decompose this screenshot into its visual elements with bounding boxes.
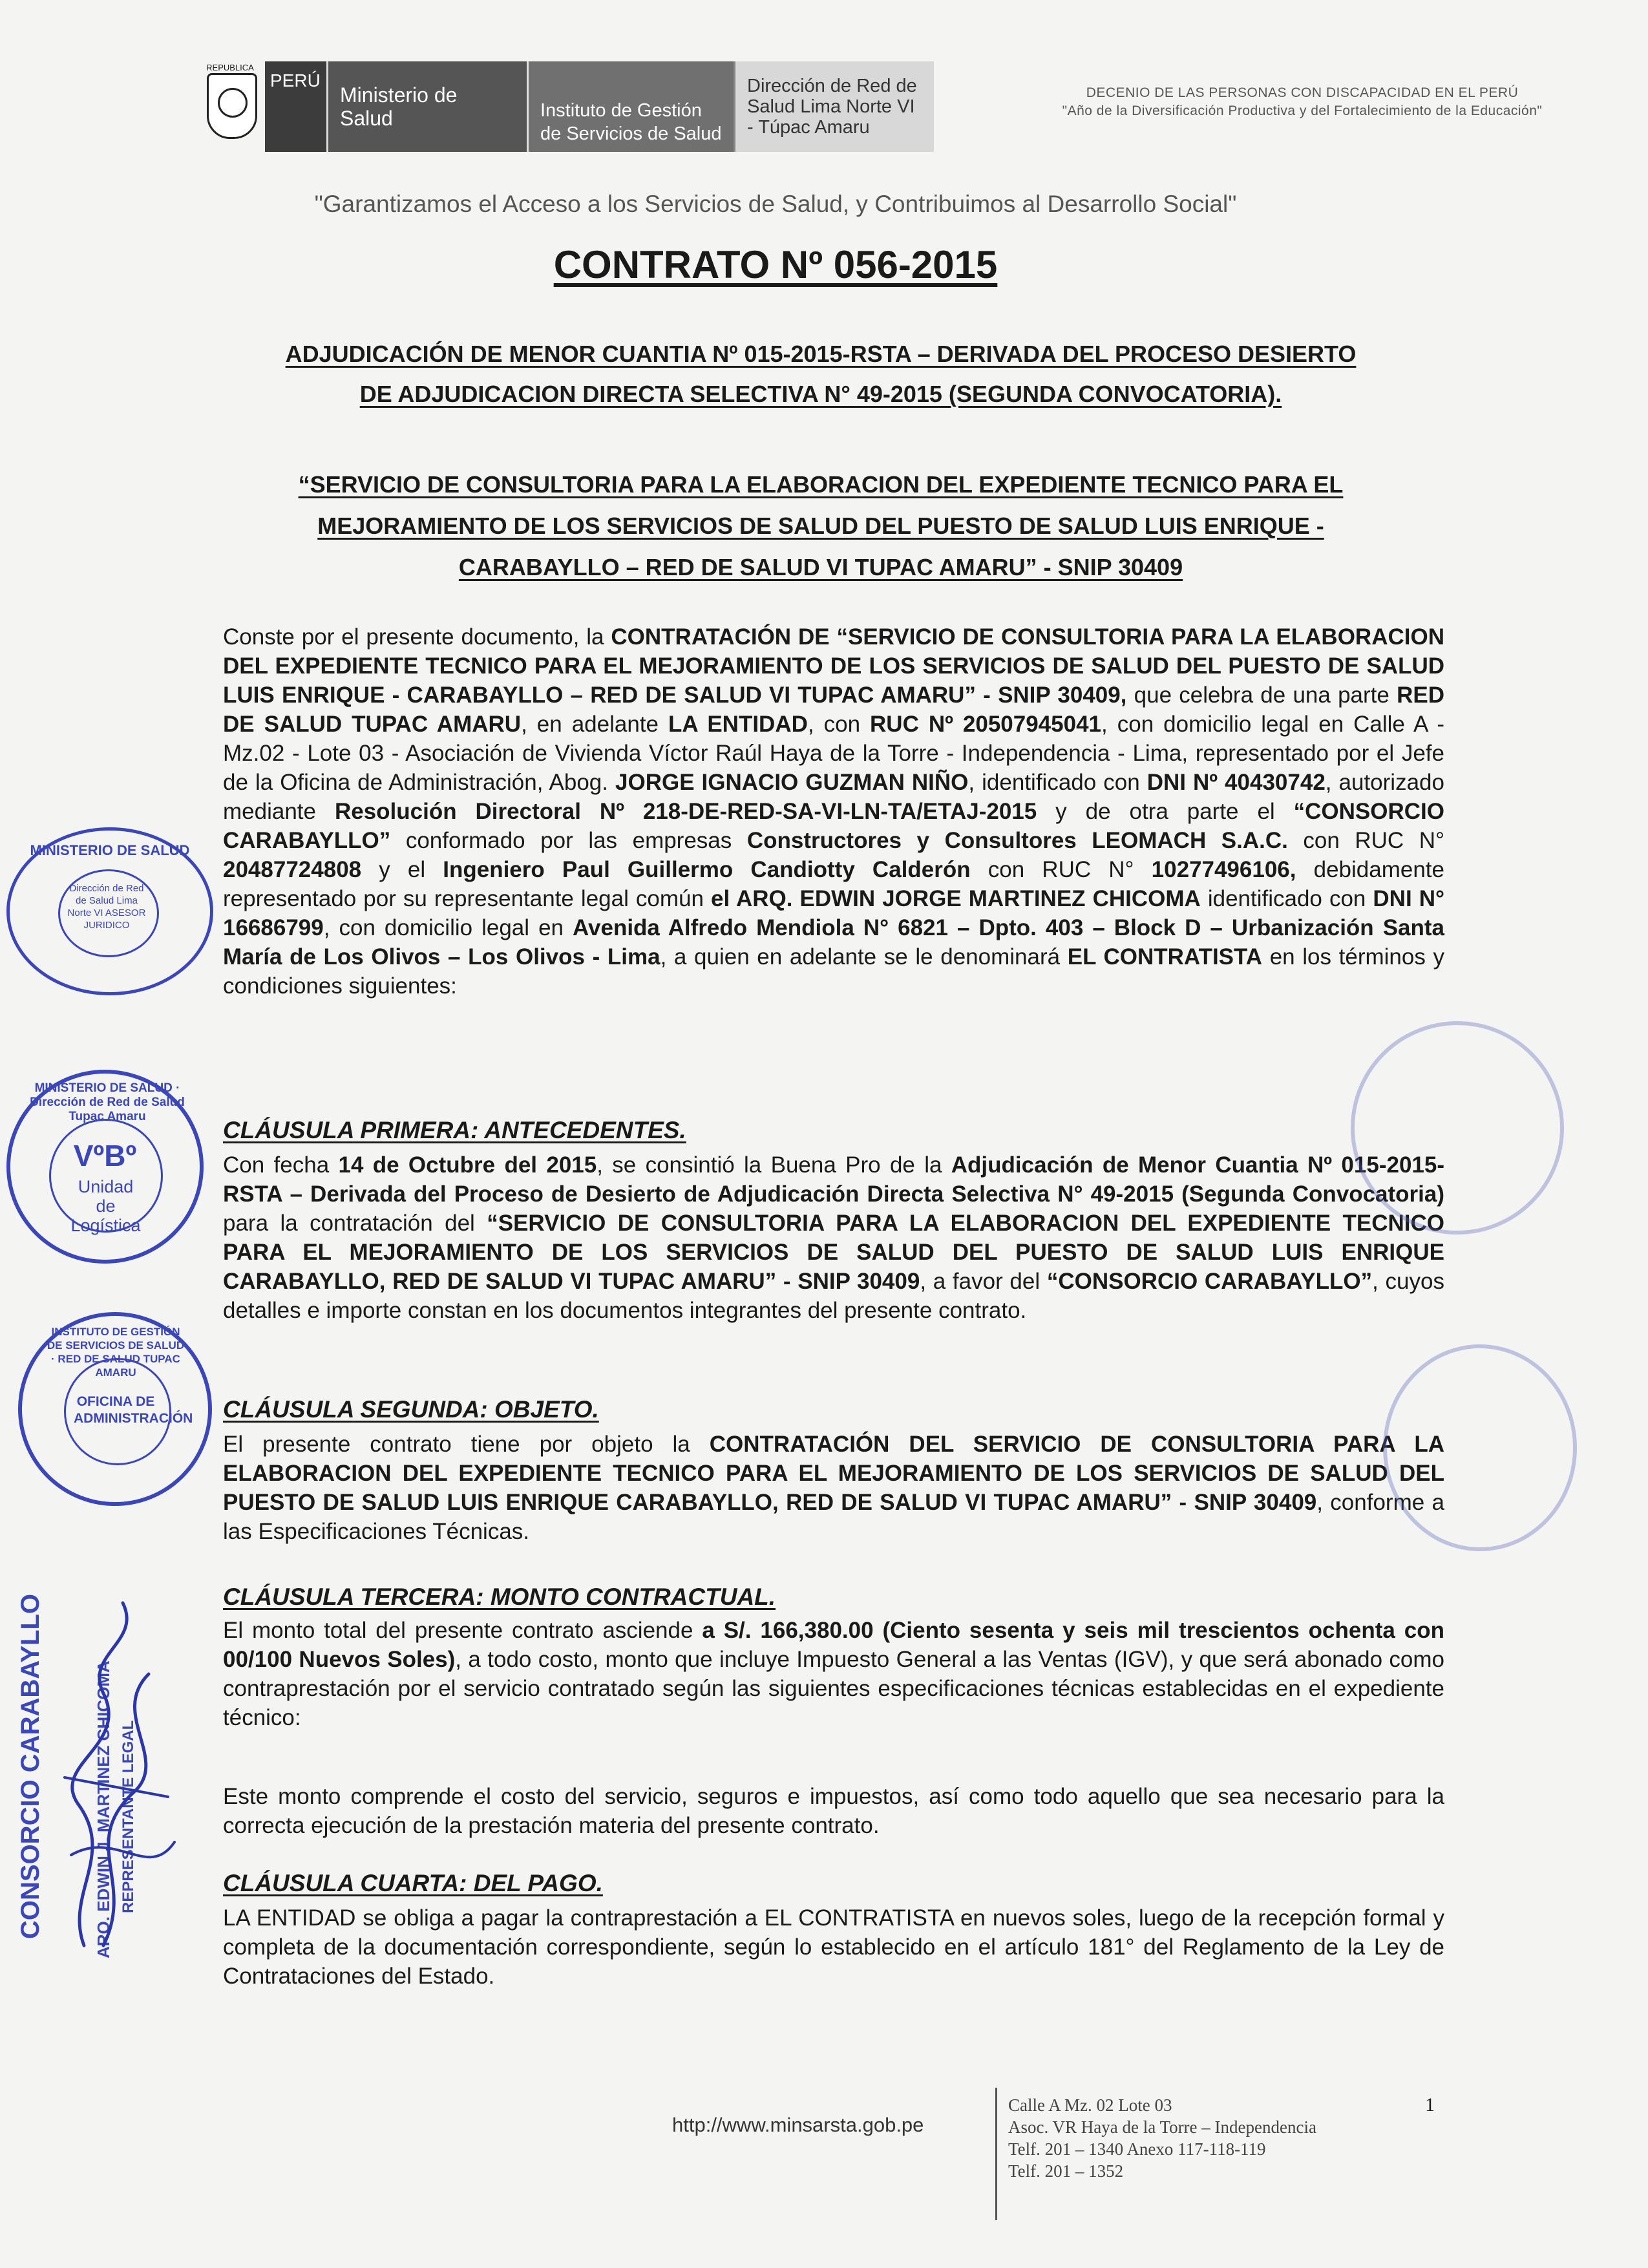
representative-title-stamp: REPRESENTANTE LEGAL (120, 1720, 137, 1913)
decenio-caption (976, 84, 1629, 120)
logistica-stamp: MINISTERIO DE SALUD · Dirección de Red de Salud Tupac Amaru VºBº Unidad de Logística (6, 1070, 204, 1264)
service-title-line-2: MEJORAMIENTO DE LOS SERVICIOS DE SALUD DEL PUESTO DE SALUD LUIS ENRIQUE - (317, 513, 1324, 539)
footer-website: http://www.minsarsta.gob.pe (672, 2114, 924, 2136)
clause-4-text: LA ENTIDAD se obliga a pagar la contraprestación a EL CONTRATISTA en nuevos soles, luego de la recepción formal y completa de la documentación correspondiente, según lo establecido en el artículo 181° del Reglamento de la Ley de Contrataciones del Estado. (223, 1905, 1444, 1989)
clause-2-heading: CLÁUSULA SEGUNDA: OBJETO. (223, 1396, 599, 1423)
decenio-line-1: DECENIO DE LAS PERSONAS CON DISCAPACIDAD EN EL PERÚ (1086, 85, 1519, 100)
clause-3-heading: CLÁUSULA TERCERA: MONTO CONTRACTUAL. (223, 1584, 776, 1610)
crest-caption: REPUBLICA (206, 63, 254, 72)
award-subtitle-line-1: ADJUDICACIÓN DE MENOR CUANTIA Nº 015-2015-RSTA – DERIVADA DEL PROCESO DESIERTO (285, 341, 1357, 367)
footer-address (1008, 2094, 1316, 2182)
instituto-label: Instituto de Gestión de Servicios de Salud (527, 61, 734, 152)
direccion-label: Dirección de Red de Salud Lima Norte VI - Túpac Amaru (734, 61, 934, 152)
consorcio-vertical-stamp: CONSORCIO CARABAYLLO (16, 1593, 45, 1939)
peru-label: PERÚ (265, 61, 326, 152)
clause-3-second-paragraph: Este monto comprende el costo del servicio, seguros e impuestos, así como todo aquello que sea necesario para la correcta ejecución de la prestación materia del presente contrato. (223, 1784, 1444, 1838)
clause-1-heading: CLÁUSULA PRIMERA: ANTECEDENTES. (223, 1117, 686, 1143)
clause-1-text: Con fecha 14 de Octubre del 2015, se consintió la Buena Pro de la Adjudicación de Menor Cuantia Nº 015-2015-RSTA – Derivada del Proceso de Desierto de Adjudicación Directa Selectiva N° 49-2015 (Segunda Convocatoria) para la contratación del “SERVICIO DE CONSULTORIA PARA LA ELABORACION DEL EXPEDIENTE TECNICO PARA EL MEJORAMIENTO DE LOS SERVICIOS DE SALUD DEL PUESTO DE SALUD LUIS ENRIQUE CARABAYLLO, RED DE SALUD VI TUPAC AMARU” - SNIP 30409, a favor del “CONSORCIO CARABAYLLO”, cuyos detalles e importe constan en los documentos integrantes del presente contrato. (223, 1152, 1444, 1323)
ministerio-asesor-juridico-stamp: MINISTERIO DE SALUD Dirección de Red de Salud Lima Norte VI ASESOR JURIDICO (6, 827, 213, 995)
decenio-line-2: "Año de la Diversificación Productiva y del Fortalecimiento de la Educación" (1062, 103, 1543, 118)
clause-2-text: El presente contrato tiene por objeto la CONTRATACIÓN DEL SERVICIO DE CONSULTORIA PARA LA ELABORACION DEL EXPEDIENTE TECNICO PARA EL MEJORAMIENTO DE LOS SERVICIOS DE SALUD DEL PUESTO DE SALUD LUIS ENRIQUE CARABAYLLO, RED DE SALUD VI TUPAC AMARU” - SNIP 30409, conforme a las Especificaciones Técnicas. (223, 1432, 1444, 1544)
clause-3-text: El monto total del presente contrato asciende a S/. 166,380.00 (Ciento sesenta y seis mil trescientos ochenta con 00/100 Nuevos Soles), a todo costo, monto que incluye Impuesto General a las Ventas (IGV), y que será abonado como contraprestación por el servicio contratado según las siguientes especificaciones técnicas establecidas en el expediente técnico: (223, 1618, 1445, 1730)
award-subtitle-line-2: DE ADJUDICACION DIRECTA SELECTIVA N° 49-2015 (SEGUNDA CONVOCATORIA). (359, 381, 1282, 407)
service-title-line-1: “SERVICIO DE CONSULTORIA PARA LA ELABORACION DEL EXPEDIENTE TECNICO PARA EL (298, 471, 1344, 498)
peru-coat-of-arms-icon (194, 61, 265, 152)
handwritten-signature (39, 1584, 187, 1971)
oficina-administracion-stamp: INSTITUTO DE GESTIÓN DE SERVICIOS DE SALUD · RED DE SALUD TUPAC AMARU OFICINA DE ADMINISTRACIÓN (18, 1312, 212, 1506)
footer-address-line-1: Calle A Mz. 02 Lote 03 (1008, 2095, 1172, 2115)
faint-bleedthrough-stamp-2 (1383, 1344, 1577, 1551)
page-number: 1 (1425, 2094, 1435, 2115)
faint-bleedthrough-stamp-1 (1351, 1021, 1564, 1235)
footer-address-line-4: Telf. 201 – 1352 (1008, 2161, 1124, 2181)
clause-4-heading: CLÁUSULA CUARTA: DEL PAGO. (223, 1870, 603, 1896)
footer-address-line-3: Telf. 201 – 1340 Anexo 117-118-119 (1008, 2139, 1266, 2159)
contract-title: CONTRATO Nº 056-2015 (553, 243, 998, 286)
institution-logo-bar (194, 61, 953, 152)
service-title-line-3: CARABAYLLO – RED DE SALUD VI TUPAC AMARU” - SNIP 30409 (458, 554, 1183, 580)
footer-address-line-2: Asoc. VR Haya de la Torre – Independencia (1008, 2117, 1316, 2137)
slogan: "Garantizamos el Acceso a los Servicios de Salud, y Contribuimos al Desarrollo Social" (314, 191, 1237, 217)
representative-name-stamp: ARQ. EDWIN J. MARTINEZ CHICOMA (94, 1660, 113, 1958)
intro-paragraph: Conste por el presente documento, la CONTRATACIÓN DE “SERVICIO DE CONSULTORIA PARA LA ELABORACION DEL EXPEDIENTE TECNICO PARA EL MEJORAMIENTO DE LOS SERVICIOS DE SALUD DEL PUESTO DE SALUD LUIS ENRIQUE - CARABAYLLO – RED DE SALUD VI TUPAC AMARU” - SNIP 30409, que celebra de una parte RED DE SALUD TUPAC AMARU, en adelante LA ENTIDAD, con RUC Nº 20507945041, con domicilio legal en Calle A - Mz.02 - Lote 03 - Asociación de Vivienda Víctor Raúl Haya de la Torre - Independencia - Lima, representado por el Jefe de la Oficina de Administración, Abog. JORGE IGNACIO GUZMAN NIÑO, identificado con DNI Nº 40430742, autorizado mediante Resolución Directoral Nº 218-DE-RED-SA-VI-LN-TA/ETAJ-2015 y de otra parte el “CONSORCIO CARABAYLLO” conformado por las empresas Constructores y Consultores LEOMACH S.A.C. con RUC N° 20487724808 y el Ingeniero Paul Guillermo Candiotty Calderón con RUC N° 10277496106, debidamente representado por su representante legal común el ARQ. EDWIN JORGE MARTINEZ CHICOMA identificado con DNI N° 16686799, con domicilio legal en Avenida Alfredo Mendiola N° 6821 – Dpto. 403 – Block D – Urbanización Santa María de Los Olivos – Los Olivos - Lima, a quien en adelante se le denominará EL CONTRATISTA en los términos y condiciones siguientes: (223, 624, 1445, 999)
footer-divider (995, 2088, 997, 2220)
ministerio-label: Ministerio de Salud (326, 61, 527, 152)
